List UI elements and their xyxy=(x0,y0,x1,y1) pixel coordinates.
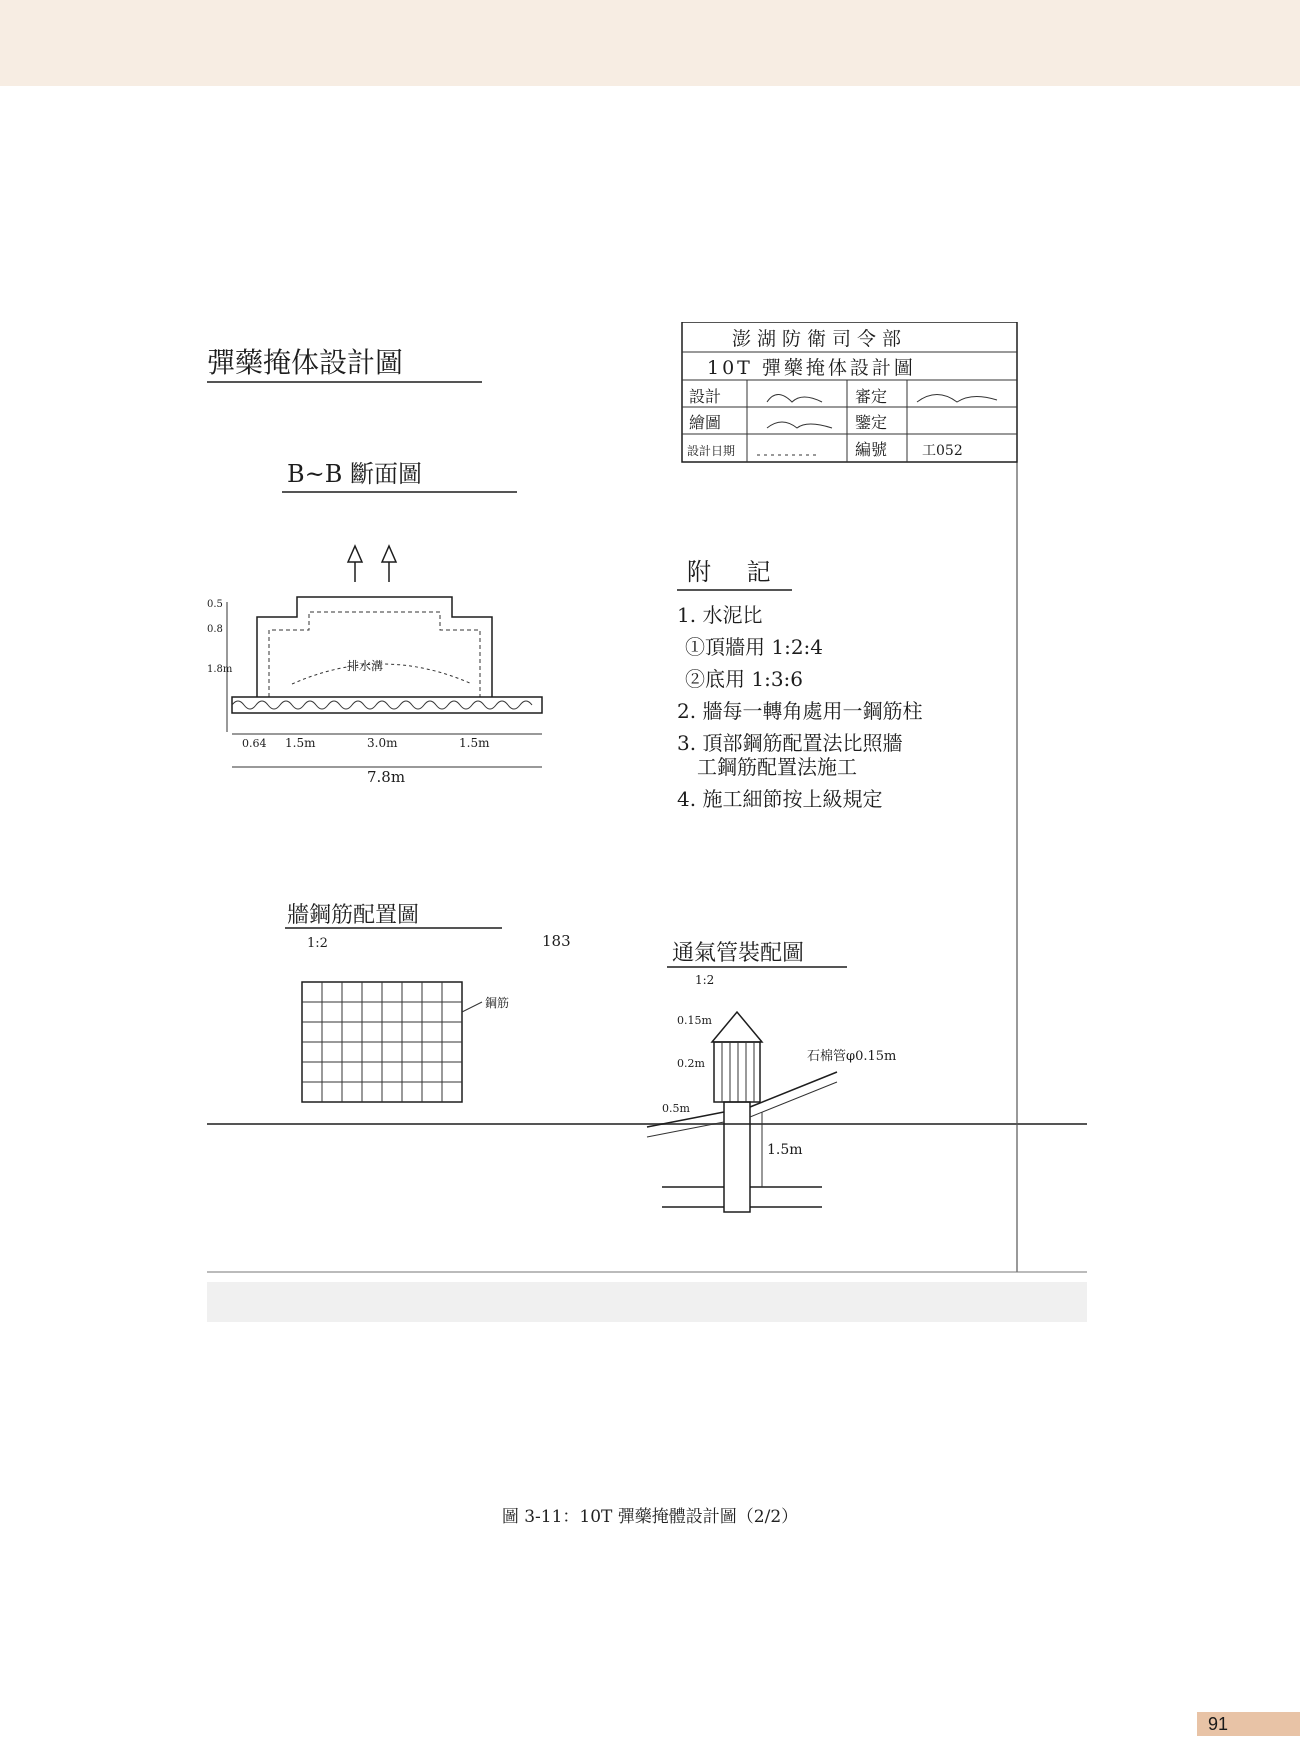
note-line: 工鋼筋配置法施工 xyxy=(697,755,857,779)
vent-dim-top: 0.15m xyxy=(677,1014,712,1027)
vent-dim-height: 1.5m xyxy=(767,1142,803,1158)
rebar-title: 牆鋼筋配置圖 xyxy=(287,903,420,928)
drain-label: 排水溝 xyxy=(347,659,384,673)
rebar-scale: 1:2 xyxy=(307,936,328,951)
scanned-design-drawing xyxy=(207,322,1087,1484)
section-title: B~B 斷面圖 xyxy=(287,460,423,488)
vent-scale: 1:2 xyxy=(695,973,715,987)
vent-dim-cap: 0.2m xyxy=(677,1057,705,1070)
bb-cross-section xyxy=(207,546,542,786)
note-line: 1. 水泥比 xyxy=(677,603,763,627)
rebar-grid xyxy=(302,982,482,1102)
note-line: 4. 施工細節按上級規定 xyxy=(677,787,883,811)
dim-30: 3.0m xyxy=(367,736,398,750)
dim-15b: 1.5m xyxy=(459,736,490,750)
title-block-design-label: 設計 xyxy=(689,387,722,406)
top-header-band xyxy=(0,0,1300,86)
title-block-check-label: 鑒定 xyxy=(855,413,888,432)
dim-064: 0.64 xyxy=(242,737,267,750)
scan-shadow xyxy=(207,1282,1087,1322)
title-block-draw-label: 繪圖 xyxy=(689,413,722,432)
vent-title: 通氣管裝配圖 xyxy=(672,941,805,966)
dim-08: 0.8 xyxy=(207,624,223,635)
title-block-review-label: 審定 xyxy=(855,387,888,406)
dim-15a: 1.5m xyxy=(285,736,316,750)
dim-total: 7.8m xyxy=(367,768,406,786)
dim-18: 1.8m xyxy=(207,664,233,675)
title-block-number-value: 工052 xyxy=(922,443,963,459)
vent-pipe-label: 石棉管φ0.15m xyxy=(807,1049,897,1064)
note-line: ①頂牆用 1:2:4 xyxy=(685,635,824,659)
title-block-org: 澎湖防衛司令部 xyxy=(732,328,908,350)
drawing-main-title: 彈藥掩体設計圖 xyxy=(207,346,404,379)
note-line: ②底用 1:3:6 xyxy=(685,667,804,691)
notes-title: 附 記 xyxy=(687,558,785,586)
notes-list xyxy=(677,603,922,811)
figure-caption: 圖 3-11：10T 彈藥掩體設計圖（2/2） xyxy=(501,1507,799,1527)
title-block-drawing-name: 10T 彈藥掩体設計圖 xyxy=(707,357,916,379)
dim-05: 0.5 xyxy=(207,599,223,610)
note-line: 3. 頂部鋼筋配置法比照牆 xyxy=(677,731,903,755)
page-marker: 183 xyxy=(542,932,571,950)
title-block-date-label: 設計日期 xyxy=(687,444,736,458)
page-number: 91 xyxy=(1208,1714,1229,1734)
note-line: 2. 牆每一轉角處用一鋼筋柱 xyxy=(677,699,923,723)
title-block xyxy=(682,322,1017,462)
vent-dim-side: 0.5m xyxy=(662,1102,690,1115)
title-block-number-label: 編號 xyxy=(855,440,888,459)
rebar-label: 鋼筋 xyxy=(485,996,510,1010)
